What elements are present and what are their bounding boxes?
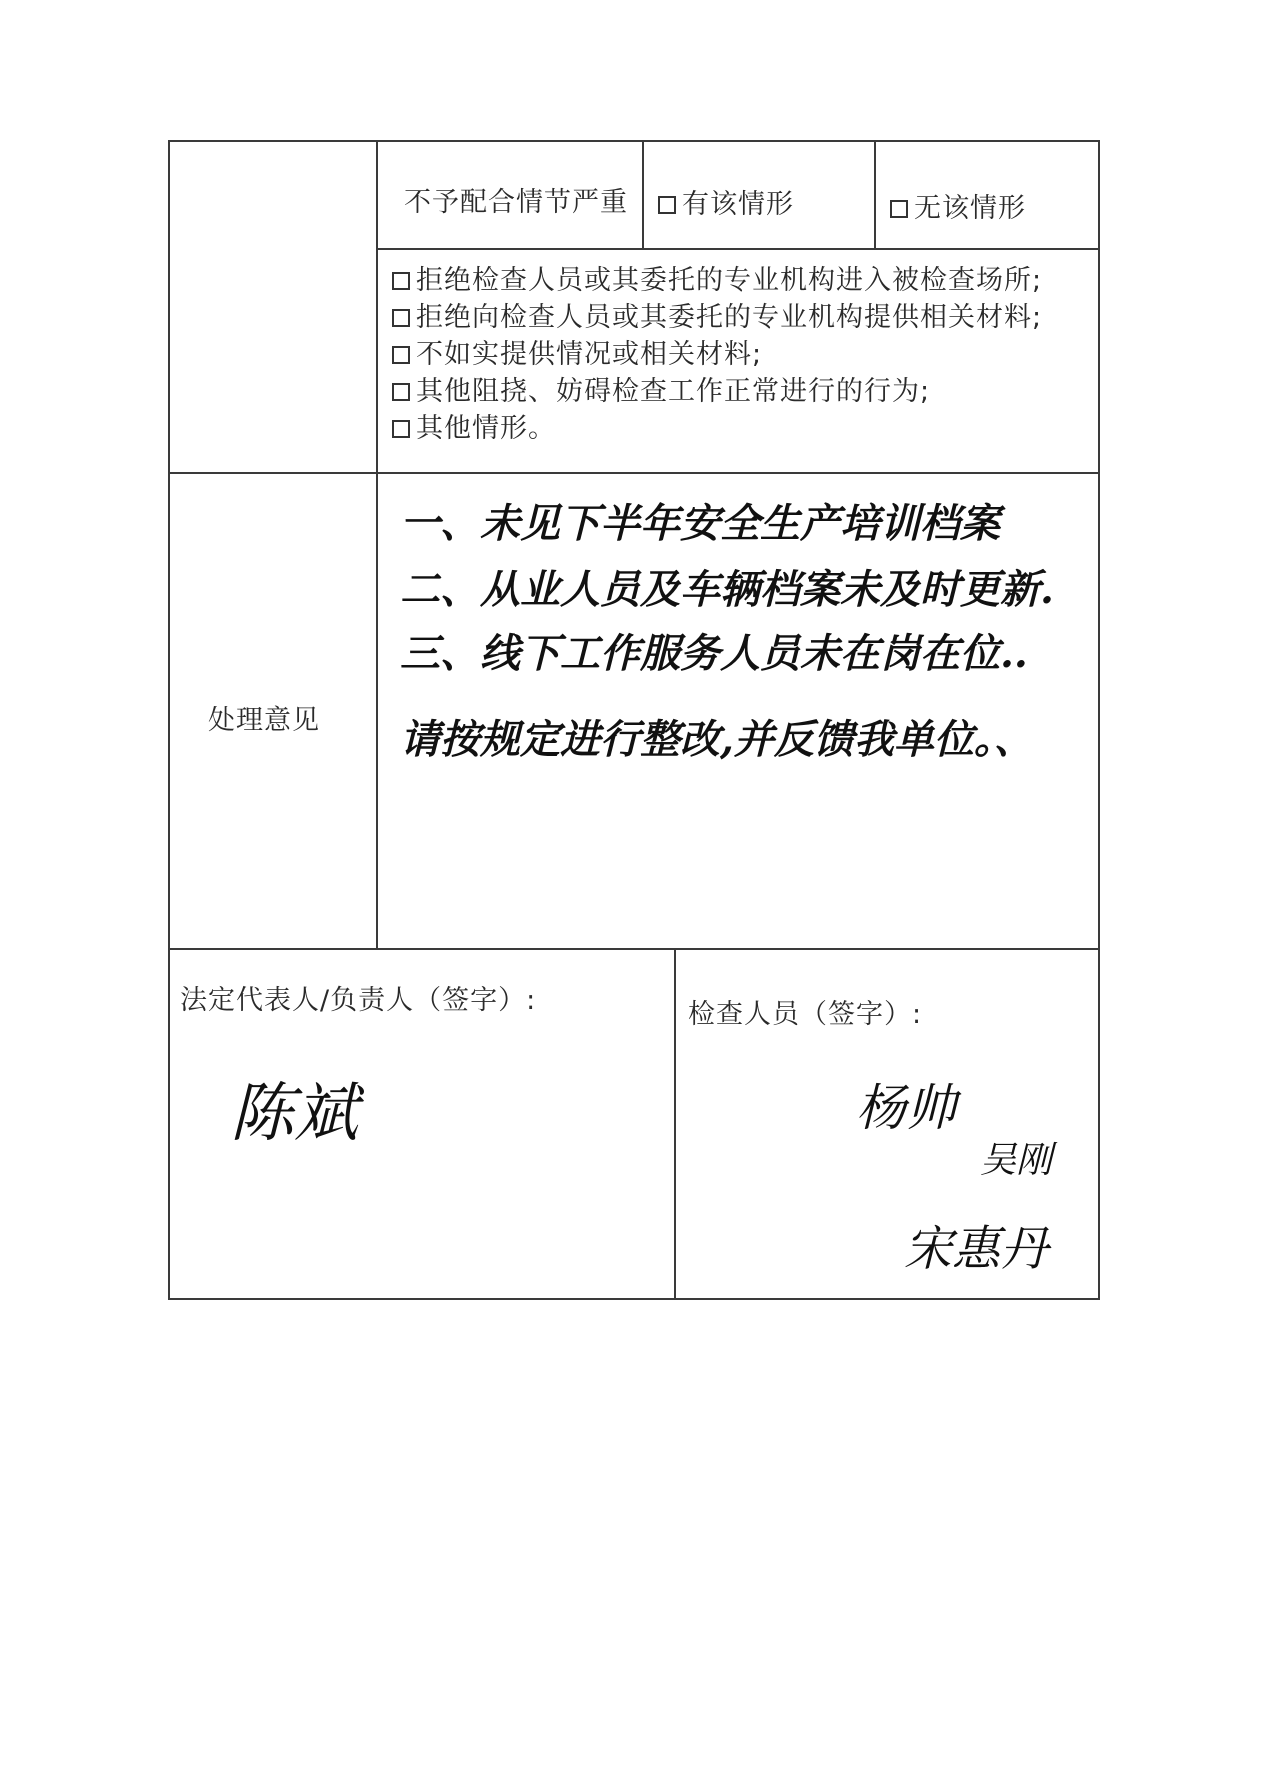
option-yes[interactable] (658, 182, 794, 221)
checklist-item[interactable] (392, 299, 1042, 336)
checkbox-icon[interactable] (890, 200, 908, 218)
checkbox-icon[interactable] (392, 346, 410, 364)
checklist-item-label: 其他情形。 (416, 413, 556, 444)
checklist-item-label: 其他阻挠、妨碍检查工作正常进行的行为; (416, 376, 931, 407)
option-no[interactable] (890, 186, 1026, 225)
border-left (168, 140, 170, 1300)
checklist-item-label: 不如实提供情况或相关材料; (416, 339, 763, 370)
checklist-item[interactable] (392, 373, 1042, 410)
inspector-signature-1: 杨帅 (856, 1079, 956, 1137)
checkbox-icon[interactable] (392, 309, 410, 327)
option-yes-label: 有该情形 (682, 189, 794, 220)
inspector-label: 检查人员（签字）: (688, 999, 923, 1030)
checklist-item-label: 拒绝向检查人员或其委托的专业机构提供相关材料; (416, 302, 1043, 333)
border-top (168, 140, 1100, 142)
border-right (1098, 140, 1100, 1300)
legal-rep-signature: 陈斌 (230, 1077, 358, 1151)
checklist-item[interactable] (392, 410, 1042, 447)
checkbox-icon[interactable] (658, 196, 676, 214)
checkbox-icon[interactable] (392, 383, 410, 401)
opinion-row-divider (168, 948, 1100, 950)
severity-row-divider (376, 248, 1100, 250)
checklist-item-label: 拒绝检查人员或其委托的专业机构进入被检查场所; (416, 265, 1043, 296)
opinion-label: 处理意见 (208, 705, 320, 736)
severity-label: 不予配合情节严重 (404, 187, 628, 218)
inspection-form (168, 140, 1100, 1300)
border-bottom (168, 1298, 1100, 1300)
obstruction-checklist (392, 262, 1042, 447)
option-no-label: 无该情形 (914, 193, 1026, 224)
opinion-line-3: 三、线下工作服务人员未在岗在位.. (400, 630, 1028, 677)
inspector-signature-3: 宋惠丹 (904, 1221, 1049, 1277)
inspector-signature-2: 吴刚 (980, 1140, 1053, 1181)
opinion-line-2: 二、从业人员及车辆档案未及时更新. (400, 566, 1054, 613)
left-column-divider (376, 140, 378, 950)
checklist-row-divider (168, 472, 1100, 474)
checkbox-icon[interactable] (392, 420, 410, 438)
checklist-item[interactable] (392, 262, 1042, 299)
severity-col-divider-1 (642, 140, 644, 250)
severity-col-divider-2 (874, 140, 876, 250)
checklist-item[interactable] (392, 336, 1042, 373)
legal-rep-label: 法定代表人/负责人（签字）: (180, 985, 537, 1016)
signature-divider (674, 948, 676, 1300)
opinion-line-1: 一、未见下半年安全生产培训档案 (400, 500, 1000, 547)
checkbox-icon[interactable] (392, 272, 410, 290)
opinion-line-4: 请按规定进行整改,并反馈我单位。、 (400, 716, 1034, 763)
